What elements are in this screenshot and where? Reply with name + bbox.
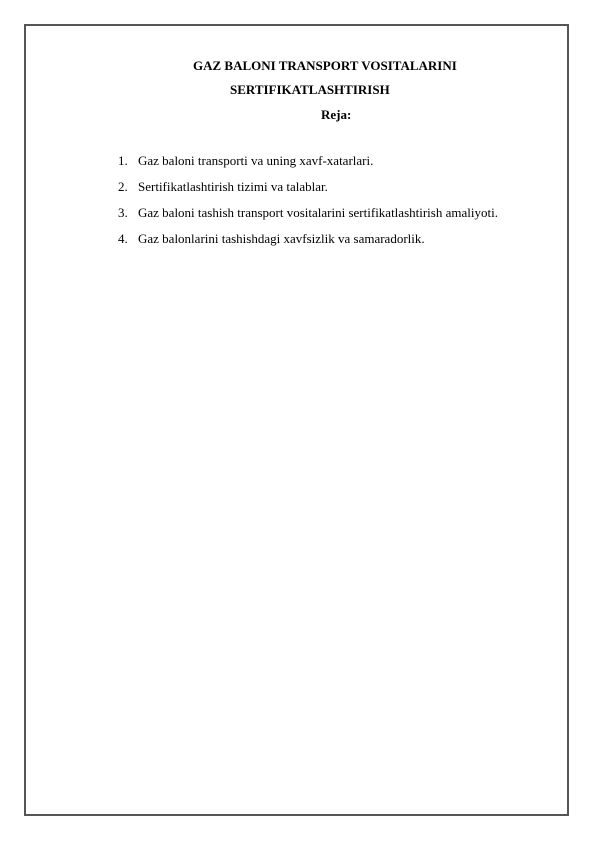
plan-item-text: Sertifikatlashtirish tizimi va talablar. <box>138 179 328 194</box>
plan-item-3 <box>118 205 498 231</box>
plan-item-1 <box>118 153 498 179</box>
plan-item-number: 2. <box>118 179 128 194</box>
document-title-line-2: SERTIFIKATLASHTIRISH <box>230 82 390 97</box>
plan-item-text: Gaz baloni transporti va uning xavf-xatarlari. <box>138 153 374 168</box>
document-title-line-1: GAZ BALONI TRANSPORT VOSITALARINI <box>193 58 457 73</box>
plan-list <box>118 153 498 257</box>
plan-item-4 <box>118 231 498 257</box>
plan-item-number: 4. <box>118 231 128 246</box>
plan-heading: Reja: <box>321 107 352 122</box>
plan-item-2 <box>118 179 498 205</box>
plan-item-number: 3. <box>118 205 128 220</box>
plan-item-number: 1. <box>118 153 128 168</box>
plan-item-text: Gaz baloni tashish transport vositalarini sertifikatlashtirish amaliyoti. <box>138 205 498 220</box>
plan-item-text: Gaz balonlarini tashishdagi xavfsizlik va samaradorlik. <box>138 231 425 246</box>
page-border <box>24 24 569 816</box>
